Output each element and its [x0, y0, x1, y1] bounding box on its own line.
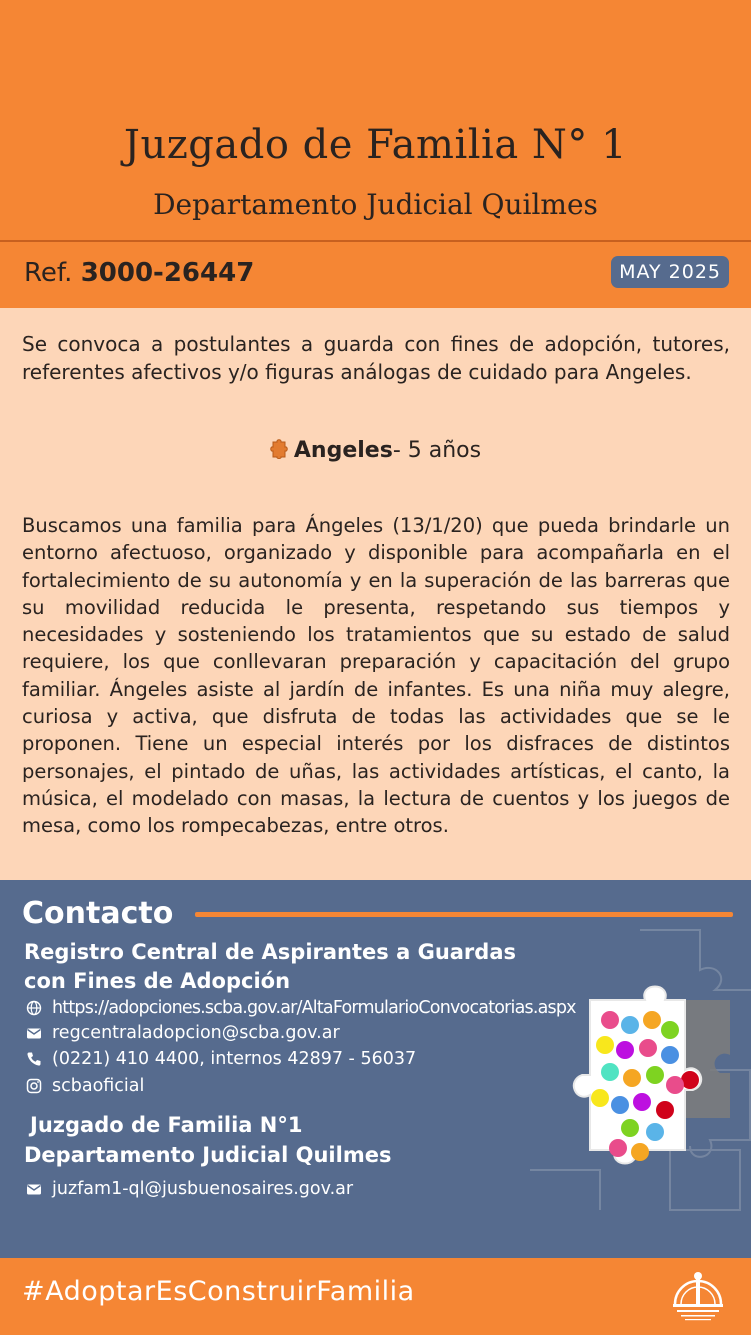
- reference: [24, 258, 254, 288]
- phone-icon: [26, 1051, 42, 1067]
- court-email-row[interactable]: [26, 1179, 353, 1199]
- court-name-line1: Juzgado de Familia N°1: [30, 1113, 303, 1137]
- website-row[interactable]: [26, 998, 576, 1018]
- header-banner: [0, 0, 751, 240]
- registry-name-line1: Registro Central de Aspirantes a Guardas: [24, 940, 516, 964]
- reference-bar: [0, 242, 751, 308]
- envelope-icon: [26, 1025, 42, 1041]
- intro-paragraph: Se convoca a postulantes a guarda con fines de adopción, tutores, referentes afectivos y/o figuras análogas de cuidado para Angeles.: [22, 332, 730, 384]
- phone-row[interactable]: [26, 1049, 416, 1069]
- description-paragraph: Buscamos una familia para Ángeles (13/1/20) que pueda brindarle un entorno afectuoso, organizado y disponible para acompañarla en el fortalecimiento de su autonomía y en la superación de las barreras que su movilidad reducida le presenta, respetando sus tiempos y necesidades y sosteniendo los tratamientos que su estado de salud requiere, los que conllevaran preparación y capacitación del grupo familiar. Ángeles asiste al jardín de infantes. Es una niña muy alegre, curiosa y activa, que disfruta de todas las actividades que se le proponen. Tiene un especial interés por los disfraces de distintos personajes, el pintado de uñas, las actividades artísticas, el canto, la música, el modelado con masas, la lectura de cuentos y los juegos de mesa, como los rompecabezas, entre otros.: [22, 514, 730, 838]
- registry-name: [24, 938, 584, 996]
- page-subtitle: Departamento Judicial Quilmes: [153, 188, 598, 221]
- envelope-icon: [26, 1181, 42, 1197]
- hashtag: #AdoptarEsConstruirFamilia: [22, 1276, 415, 1307]
- email-row[interactable]: [26, 1023, 340, 1043]
- instagram-row[interactable]: [26, 1076, 144, 1096]
- instagram-icon: [26, 1078, 42, 1094]
- reference-number: 3000-26447: [80, 258, 255, 288]
- contact-title: Contacto: [22, 896, 174, 931]
- contact-title-rule: [195, 912, 733, 917]
- footer-bar: [0, 1258, 751, 1335]
- page-title: Juzgado de Familia N° 1: [123, 122, 628, 168]
- instagram-handle[interactable]: scbaoficial: [52, 1076, 145, 1096]
- contact-section: [0, 880, 751, 1258]
- child-age: - 5 años: [392, 438, 482, 463]
- child-name: Angeles: [293, 438, 393, 463]
- registry-name-line2: con Fines de Adopción: [24, 969, 291, 993]
- phone-number: (0221) 410 4400, internos 42897 - 56037: [52, 1049, 417, 1069]
- child-name-line: [0, 438, 751, 463]
- court-email-link[interactable]: juzfam1-ql@jusbuenosaires.gov.ar: [52, 1179, 354, 1199]
- email-link[interactable]: regcentraladopcion@scba.gov.ar: [52, 1023, 340, 1043]
- puzzle-piece-icon: [270, 438, 288, 460]
- reference-prefix: Ref.: [24, 258, 73, 288]
- court-name-line2: Departamento Judicial Quilmes: [24, 1143, 392, 1167]
- date-badge: MAY 2025: [611, 256, 729, 288]
- website-link[interactable]: https://adopciones.scba.gov.ar/AltaFormularioConvocatorias.aspx: [52, 998, 576, 1018]
- suprema-corte-emblem-icon: [667, 1268, 729, 1326]
- court-name: [24, 1110, 391, 1170]
- globe-icon: [26, 1000, 42, 1016]
